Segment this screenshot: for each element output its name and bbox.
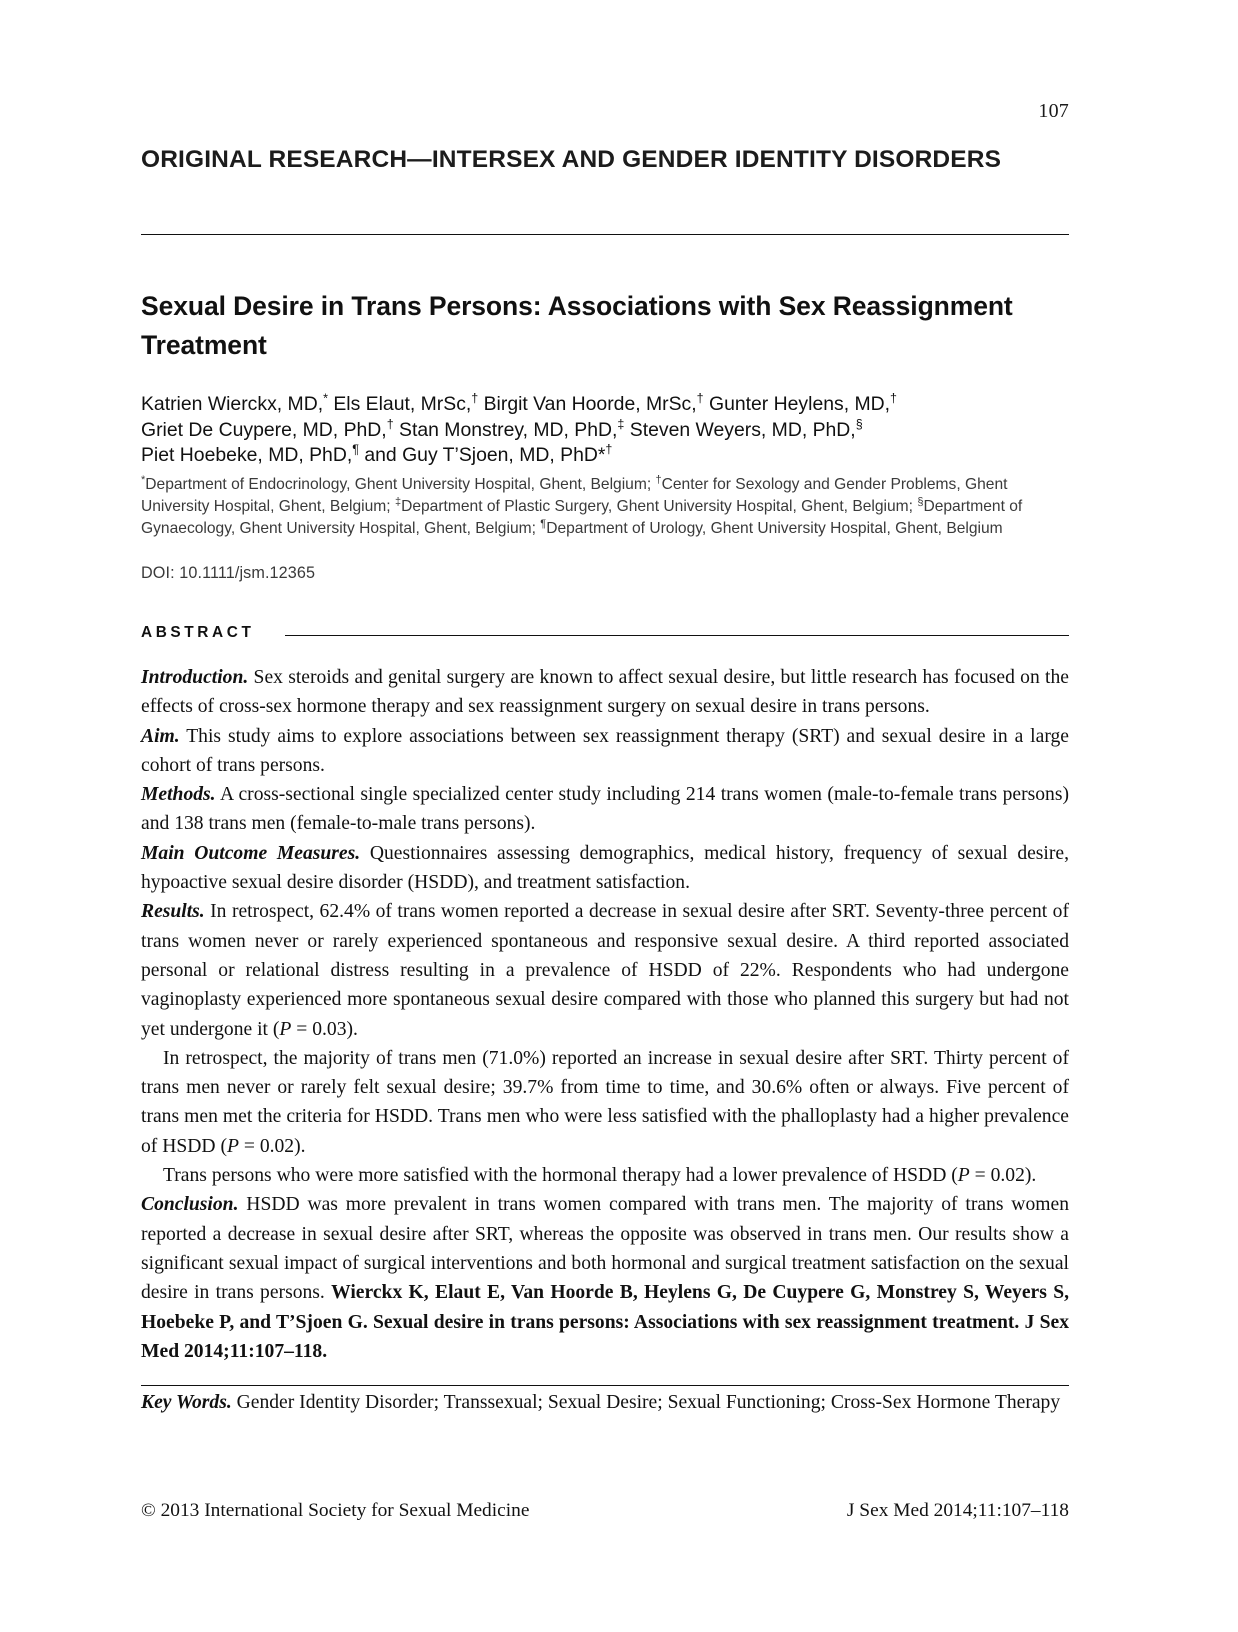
author-marker-dagger-4: †	[386, 417, 394, 432]
abstract-paragraph-conclusion	[141, 1190, 1069, 1366]
abstract-text-results-b: = 0.03).	[291, 1018, 358, 1040]
abstract-text-results-para3-a: Trans persons who were more satisfied with the hormonal therapy had a lower prevalence of HSDD (	[163, 1165, 958, 1187]
affiliation-gynaecology: Department of Gynaecology, Ghent University Hospital, Ghent, Belgium;	[141, 498, 1023, 538]
footer-journal-citation: J Sex Med 2014;11:107–118	[846, 1500, 1069, 1521]
running-head-section-title: ORIGINAL RESEARCH—INTERSEX AND GENDER IDENTITY DISORDERS	[141, 146, 1002, 173]
abstract-text-introduction: Sex steroids and genital surgery are known to affect sexual desire, but little research has focused on the effects of cross-sex hormone therapy and sex reassignment surgery on sexual desire in trans persons.	[141, 667, 1069, 718]
author-marker-ddagger: ‡	[617, 417, 625, 432]
affiliation-marker-asterisk: *	[141, 473, 146, 486]
abstract-text-results-para3-b: = 0.02).	[969, 1165, 1037, 1187]
abstract-label-results: Results.	[141, 901, 205, 923]
abstract-paragraph-aim	[141, 722, 1069, 781]
author-line-2	[141, 418, 1069, 444]
author-line-2-part-c: Steven Weyers, MD, PhD,	[624, 418, 856, 441]
abstract-paragraph-results	[141, 897, 1069, 1043]
author-line-3-part-a: Piet Hoebeke, MD, PhD,	[141, 444, 353, 467]
affiliation-endocrinology: Department of Endocrinology, Ghent University Hospital, Ghent, Belgium;	[145, 476, 656, 493]
author-line-1-part-a: Katrien Wierckx, MD,	[141, 393, 324, 415]
affiliation-marker-section: §	[917, 496, 924, 509]
abstract-text-results-para2-a: In retrospect, the majority of trans men (71.0%) reported an increase in sexual desire after SRT. Thirty percent of trans men never or rarely felt sexual desire; 39.7% from time to time, and 30.6% often or always. Five percent of trans men met the criteria for HSDD. Trans men who were less satisfied with the phalloplasty had a higher prevalence of HSDD (	[141, 1047, 1069, 1157]
author-line-1-part-c: Birgit Van Hoorde, MrSc,	[478, 393, 697, 415]
abstract-heading-rule	[285, 635, 1069, 636]
abstract-text-methods: A cross-sectional single specialized center study including 214 trans women (male-to-female trans persons) and 138 trans men (female-to-male trans persons).	[141, 784, 1069, 835]
abstract-heading-label: ABSTRACT	[141, 624, 255, 641]
abstract-label-aim: Aim.	[141, 725, 180, 747]
page-number: 107	[1038, 100, 1069, 122]
affiliation-marker-pilcrow: ¶	[540, 518, 547, 531]
abstract-text-results-para2-b: = 0.02).	[238, 1135, 306, 1157]
footer-copyright: © 2013 International Society for Sexual Medicine	[141, 1500, 530, 1521]
abstract-paragraph-methods	[141, 780, 1069, 839]
article-title: Sexual Desire in Trans Persons: Associations with Sex Reassignment Treatment	[141, 290, 1013, 360]
abstract-paragraph-main-outcome-measures	[141, 839, 1069, 898]
author-line-1	[141, 392, 1069, 418]
abstract-pvalue-symbol-2: P	[227, 1135, 239, 1157]
author-line-3	[141, 443, 1069, 469]
abstract-paragraph-introduction	[141, 663, 1069, 722]
author-marker-asterisk: *	[323, 391, 328, 406]
author-marker-dagger: †	[471, 391, 479, 406]
affiliation-marker-ddagger: ‡	[394, 496, 402, 509]
abstract-paragraph-keywords	[141, 1388, 1069, 1417]
abstract-text-main-outcome-measures: Questionnaires assessing demographics, medical history, frequency of sexual desire, hypoactive sexual desire disorder (HSDD), and treatment satisfaction.	[141, 842, 1069, 894]
author-line-1-part-b: Els Elaut, MrSc,	[327, 393, 472, 415]
affiliation-sexology: Center for Sexology and Gender Problems, Ghent University Hospital, Ghent, Belgium;	[141, 476, 1008, 516]
author-marker-dagger-2: †	[696, 391, 704, 406]
abstract-text-keywords: Gender Identity Disorder; Transsexual; Sexual Desire; Sexual Functioning; Cross-Sex Hormone Therapy	[231, 1392, 1061, 1414]
abstract-body	[141, 663, 1069, 1417]
author-marker-section: §	[855, 417, 863, 432]
affiliation-urology: Department of Urology, Ghent University Hospital, Ghent, Belgium	[546, 520, 1003, 538]
author-line-2-part-b: Stan Monstrey, MD, PhD,	[393, 418, 618, 441]
affiliation-marker-dagger: †	[655, 473, 662, 486]
author-marker-pilcrow: ¶	[352, 442, 359, 457]
author-line-1-part-d: Gunter Heylens, MD,	[703, 393, 891, 415]
author-line-2-part-a: Griet De Cuypere, MD, PhD,	[141, 418, 387, 441]
abstract-label-introduction: Introduction.	[141, 667, 249, 688]
doi-line[interactable]: DOI: 10.1111/jsm.12365	[141, 564, 316, 582]
affiliation-block	[141, 474, 1069, 541]
author-marker-dagger-5: †	[605, 442, 613, 457]
abstract-text-conclusion: HSDD was more prevalent in trans women compared with trans men. The majority of trans women reported a decrease in sexual desire after SRT, whereas the opposite was observed in trans men. Our results show a significant sexual impact of surgical interventions and both hormonal and surgical treatment satisfaction on the sexual desire in trans persons.	[141, 1194, 1069, 1304]
abstract-paragraph-results-hormonal	[141, 1161, 1069, 1190]
abstract-pvalue-symbol-3: P	[957, 1165, 970, 1187]
footer-divider-rule	[141, 1385, 1069, 1386]
abstract-heading-row	[141, 624, 1069, 646]
abstract-paragraph-results-transmen	[141, 1044, 1069, 1161]
author-marker-dagger-3: †	[890, 391, 897, 406]
abstract-self-citation: Wierckx K, Elaut E, Van Hoorde B, Heylens G, De Cuypere G, Monstrey S, Weyers S, Hoebeke P, and T’Sjoen G. Sexual desire in trans persons: Associations with sex reassignment treatment. J Sex Med 2014;11:107–118.	[141, 1282, 1069, 1362]
abstract-label-conclusion: Conclusion.	[141, 1194, 239, 1216]
abstract-pvalue-symbol-1: P	[279, 1018, 292, 1040]
affiliation-plastic-surgery: Department of Plastic Surgery, Ghent University Hospital, Ghent, Belgium;	[401, 498, 918, 516]
abstract-label-methods: Methods.	[141, 784, 216, 806]
header-divider-rule	[141, 234, 1069, 235]
author-list	[141, 392, 1069, 469]
author-line-3-part-b: and Guy T’Sjoen, MD, PhD*	[358, 444, 606, 467]
abstract-label-keywords: Key Words.	[141, 1392, 232, 1414]
abstract-label-main-outcome-measures: Main Outcome Measures.	[141, 842, 361, 864]
abstract-text-aim: This study aims to explore associations between sex reassignment therapy (SRT) and sexual desire in a large cohort of trans persons.	[141, 725, 1069, 776]
abstract-text-results-a: In retrospect, 62.4% of trans women reported a decrease in sexual desire after SRT. Seventy-three percent of trans women never or rarely experienced spontaneous and responsive sexual desire. A third reported associated personal or relational distress resulting in a prevalence of HSDD of 22%. Respondents who had undergone vaginoplasty experienced more spontaneous sexual desire compared with those who planned this surgery but had not yet undergone it (	[141, 901, 1069, 1040]
